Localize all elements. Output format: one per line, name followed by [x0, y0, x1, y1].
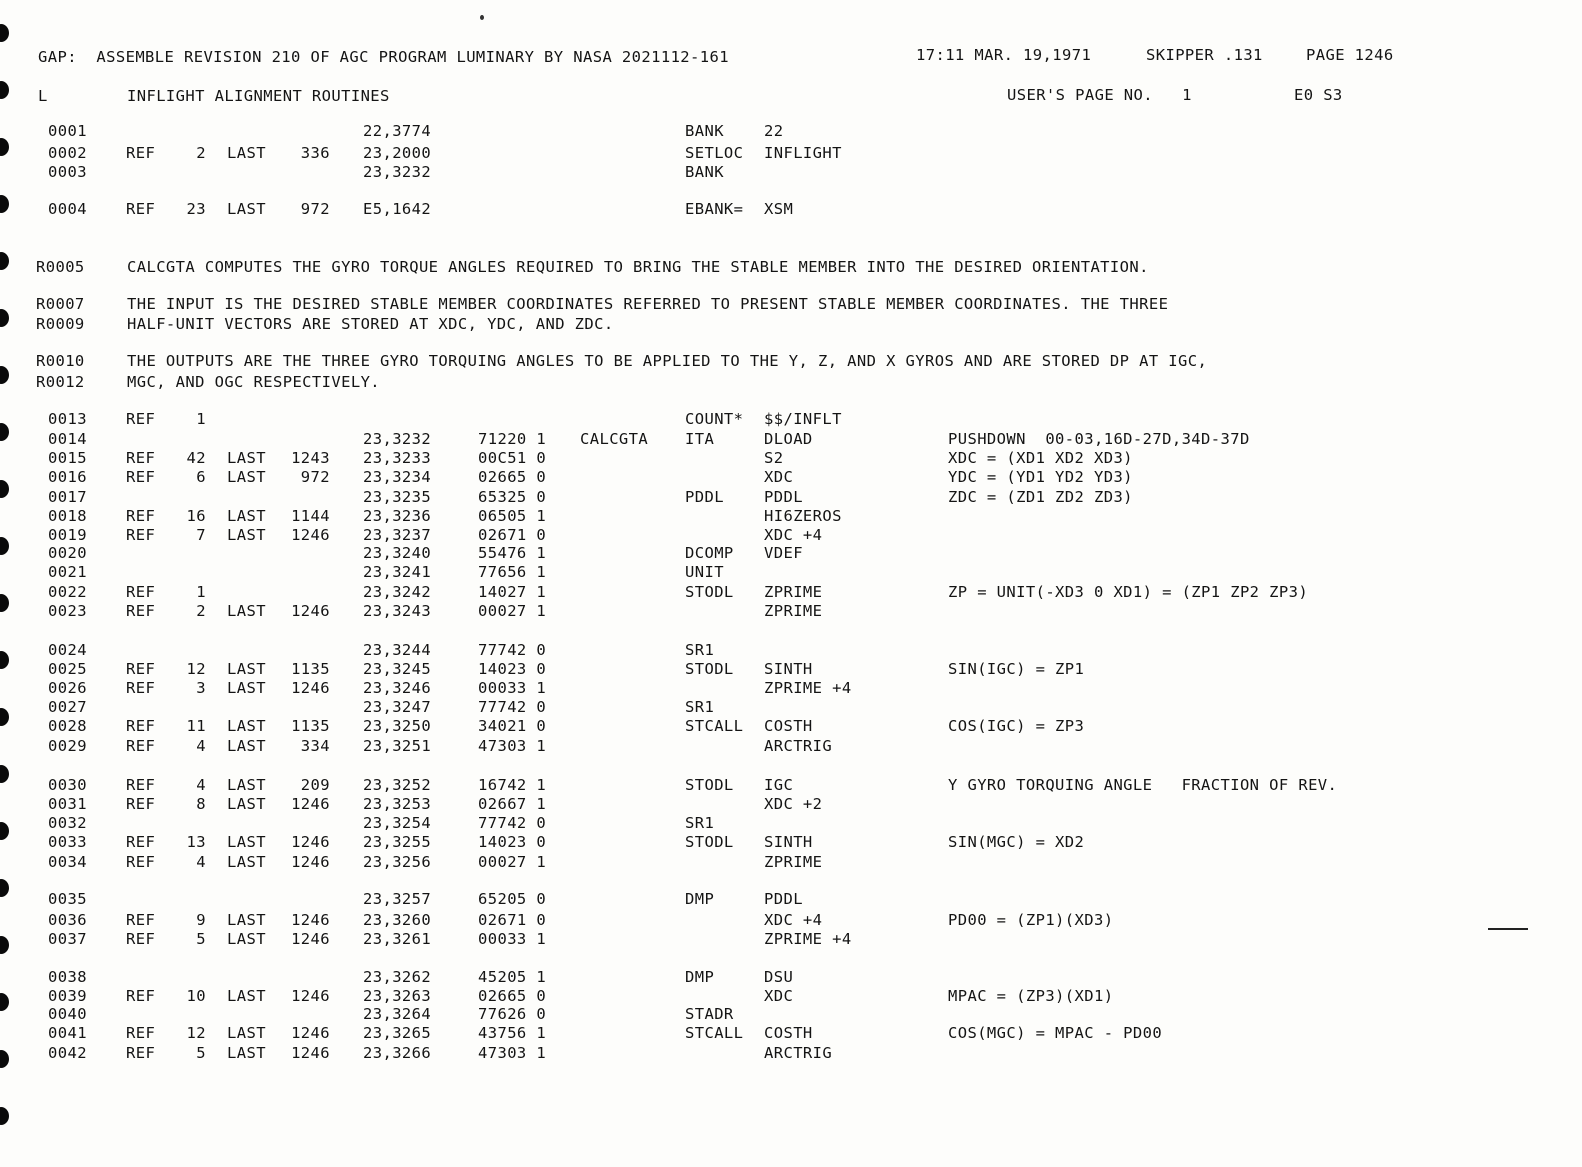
octal-word: 00027 1	[478, 602, 547, 620]
octal-word: 65325 0	[478, 488, 547, 506]
line-number: 0017	[48, 488, 87, 506]
last-page: 1246	[291, 679, 330, 697]
comment: SIN(MGC) = XD2	[948, 833, 1085, 851]
last-keyword: LAST	[227, 526, 266, 544]
operand: PDDL	[764, 890, 803, 908]
ref-count: 12	[186, 1024, 206, 1042]
comment: XDC = (XD1 XD2 XD3)	[948, 449, 1133, 467]
line-number: 0015	[48, 449, 87, 467]
punch-hole	[0, 480, 9, 498]
line-number: 0034	[48, 853, 87, 871]
opcode: SR1	[685, 698, 715, 716]
line-number: 0026	[48, 679, 87, 697]
last-page: 1135	[291, 660, 330, 678]
line-number: 0039	[48, 987, 87, 1005]
address: 23,3245	[363, 660, 432, 678]
opcode: STCALL	[685, 717, 744, 735]
address: 23,3237	[363, 526, 432, 544]
ref-count: 4	[196, 737, 206, 755]
punch-hole	[0, 366, 9, 384]
address: 23,3266	[363, 1044, 432, 1062]
address: 23,3232	[363, 430, 432, 448]
octal-word: 00027 1	[478, 853, 547, 871]
line-number: 0002	[48, 144, 87, 162]
octal-word: 77656 1	[478, 563, 547, 581]
ref-keyword: REF	[126, 717, 156, 735]
opcode: BANK	[685, 163, 724, 181]
remark-number: R0010	[36, 352, 85, 370]
operand: XDC +4	[764, 526, 823, 544]
last-keyword: LAST	[227, 660, 266, 678]
operand: XDC +2	[764, 795, 823, 813]
last-keyword: LAST	[227, 987, 266, 1005]
last-page: 1246	[291, 795, 330, 813]
ref-keyword: REF	[126, 833, 156, 851]
comment: PUSHDOWN 00-03,16D-27D,34D-37D	[948, 430, 1250, 448]
address: 23,3235	[363, 488, 432, 506]
skipper-label: SKIPPER .131	[1146, 46, 1263, 64]
last-page: 972	[300, 200, 330, 218]
ref-count: 2	[196, 144, 206, 162]
line-number: 0038	[48, 968, 87, 986]
last-page: 1144	[291, 507, 330, 525]
operand: VDEF	[764, 544, 803, 562]
comment: YDC = (YD1 YD2 YD3)	[948, 468, 1133, 486]
users-page-number: USER'S PAGE NO. 1	[1007, 86, 1192, 104]
octal-word: 16742 1	[478, 776, 547, 794]
remark-number: R0012	[36, 373, 85, 391]
line-number: 0023	[48, 602, 87, 620]
ref-count: 4	[196, 853, 206, 871]
line-number: 0003	[48, 163, 87, 181]
operand: ZPRIME	[764, 583, 823, 601]
punch-hole	[0, 423, 9, 441]
line-number: 0031	[48, 795, 87, 813]
line-number: 0037	[48, 930, 87, 948]
address: 23,3232	[363, 163, 432, 181]
punch-hole	[0, 1107, 9, 1125]
comment: Y GYRO TORQUING ANGLE FRACTION OF REV.	[948, 776, 1338, 794]
operand: DSU	[764, 968, 794, 986]
ref-count: 3	[196, 679, 206, 697]
punch-hole	[0, 594, 9, 612]
operand: COSTH	[764, 717, 813, 735]
ref-count: 6	[196, 468, 206, 486]
comment: SIN(IGC) = ZP1	[948, 660, 1085, 678]
last-keyword: LAST	[227, 602, 266, 620]
line-number: 0029	[48, 737, 87, 755]
page-number: PAGE 1246	[1306, 46, 1394, 64]
address: 23,3265	[363, 1024, 432, 1042]
remark-text: THE OUTPUTS ARE THE THREE GYRO TORQUING ANGLES TO BE APPLIED TO THE Y, Z, AND X GYROS AND ARE STORED DP AT IGC,	[127, 352, 1208, 370]
opcode: STODL	[685, 833, 734, 851]
line-number: 0018	[48, 507, 87, 525]
last-page: 1246	[291, 853, 330, 871]
last-page: 1246	[291, 602, 330, 620]
line-number: 0025	[48, 660, 87, 678]
ref-keyword: REF	[126, 526, 156, 544]
last-keyword: LAST	[227, 853, 266, 871]
ref-count: 5	[196, 930, 206, 948]
octal-word: 14027 1	[478, 583, 547, 601]
operand: XSM	[764, 200, 794, 218]
last-keyword: LAST	[227, 776, 266, 794]
octal-word: 02667 1	[478, 795, 547, 813]
operand: ZPRIME +4	[764, 930, 852, 948]
last-keyword: LAST	[227, 717, 266, 735]
octal-word: 43756 1	[478, 1024, 547, 1042]
octal-word: 47303 1	[478, 1044, 547, 1062]
address: 23,3240	[363, 544, 432, 562]
octal-word: 02671 0	[478, 911, 547, 929]
last-page: 1246	[291, 833, 330, 851]
line-number: 0019	[48, 526, 87, 544]
line-number: 0036	[48, 911, 87, 929]
octal-word: 77742 0	[478, 814, 547, 832]
remark-text: HALF-UNIT VECTORS ARE STORED AT XDC, YDC, AND ZDC.	[127, 315, 614, 333]
line-number: 0040	[48, 1005, 87, 1023]
opcode: STODL	[685, 776, 734, 794]
address: 23,3241	[363, 563, 432, 581]
punch-hole	[0, 252, 9, 270]
ref-count: 1	[196, 410, 206, 428]
line-number: 0013	[48, 410, 87, 428]
opcode: SR1	[685, 641, 715, 659]
operand: DLOAD	[764, 430, 813, 448]
address: 23,3252	[363, 776, 432, 794]
ref-keyword: REF	[126, 507, 156, 525]
operand: ZPRIME	[764, 602, 823, 620]
last-keyword: LAST	[227, 507, 266, 525]
remark-text: THE INPUT IS THE DESIRED STABLE MEMBER COORDINATES REFERRED TO PRESENT STABLE MEMBER COORDINATES. THE THREE	[127, 295, 1169, 313]
ref-keyword: REF	[126, 853, 156, 871]
last-page: 1135	[291, 717, 330, 735]
remark-text: CALCGTA COMPUTES THE GYRO TORQUE ANGLES REQUIRED TO BRING THE STABLE MEMBER INTO THE DESIRED ORIENTATION.	[127, 258, 1149, 276]
ref-keyword: REF	[126, 987, 156, 1005]
operand: ARCTRIG	[764, 737, 833, 755]
ref-keyword: REF	[126, 449, 156, 467]
punch-hole	[0, 879, 9, 897]
symbol-label: CALCGTA	[580, 430, 649, 448]
octal-word: 47303 1	[478, 737, 547, 755]
line-number: 0021	[48, 563, 87, 581]
section-code: L	[38, 87, 48, 105]
address: 23,3236	[363, 507, 432, 525]
line-number: 0014	[48, 430, 87, 448]
octal-word: 00033 1	[478, 930, 547, 948]
line-number: 0020	[48, 544, 87, 562]
remark-number: R0005	[36, 258, 85, 276]
print-timestamp: 17:11 MAR. 19,1971	[916, 46, 1092, 64]
ref-count: 8	[196, 795, 206, 813]
comment: ZDC = (ZD1 ZD2 ZD3)	[948, 488, 1133, 506]
operand: IGC	[764, 776, 794, 794]
punch-hole	[0, 651, 9, 669]
address: 23,3251	[363, 737, 432, 755]
last-page: 334	[300, 737, 330, 755]
octal-word: 71220 1	[478, 430, 547, 448]
ref-keyword: REF	[126, 660, 156, 678]
line-number: 0042	[48, 1044, 87, 1062]
opcode: STCALL	[685, 1024, 744, 1042]
line-number: 0016	[48, 468, 87, 486]
ref-count: 5	[196, 1044, 206, 1062]
line-number: 0030	[48, 776, 87, 794]
ref-count: 13	[186, 833, 206, 851]
ref-keyword: REF	[126, 776, 156, 794]
ref-count: 4	[196, 776, 206, 794]
opcode: PDDL	[685, 488, 724, 506]
octal-word: 00033 1	[478, 679, 547, 697]
last-page: 209	[300, 776, 330, 794]
assembly-title: GAP: ASSEMBLE REVISION 210 OF AGC PROGRAM LUMINARY BY NASA 2021112-161	[38, 48, 729, 66]
comment: COS(IGC) = ZP3	[948, 717, 1085, 735]
ref-count: 16	[186, 507, 206, 525]
ref-keyword: REF	[126, 737, 156, 755]
opcode: SR1	[685, 814, 715, 832]
octal-word: 77742 0	[478, 641, 547, 659]
last-page: 1246	[291, 1044, 330, 1062]
line-number: 0024	[48, 641, 87, 659]
operand: XDC +4	[764, 911, 823, 929]
last-keyword: LAST	[227, 200, 266, 218]
octal-word: 34021 0	[478, 717, 547, 735]
octal-word: 14023 0	[478, 660, 547, 678]
ref-count: 23	[186, 200, 206, 218]
address: 23,2000	[363, 144, 432, 162]
address: 23,3261	[363, 930, 432, 948]
ref-keyword: REF	[126, 602, 156, 620]
ref-keyword: REF	[126, 1044, 156, 1062]
ref-keyword: REF	[126, 911, 156, 929]
margin-mark	[1488, 928, 1528, 930]
ref-keyword: REF	[126, 144, 156, 162]
operand: ZPRIME	[764, 853, 823, 871]
line-number: 0035	[48, 890, 87, 908]
punch-hole	[0, 24, 9, 42]
last-keyword: LAST	[227, 1044, 266, 1062]
comment: ZP = UNIT(-XD3 0 XD1) = (ZP1 ZP2 ZP3)	[948, 583, 1309, 601]
address: 23,3247	[363, 698, 432, 716]
line-number: 0041	[48, 1024, 87, 1042]
address: 23,3246	[363, 679, 432, 697]
ref-count: 1	[196, 583, 206, 601]
operand: INFLIGHT	[764, 144, 842, 162]
comment: PD00 = (ZP1)(XD3)	[948, 911, 1114, 929]
operand: ARCTRIG	[764, 1044, 833, 1062]
line-number: 0001	[48, 122, 87, 140]
opcode: UNIT	[685, 563, 724, 581]
address: 23,3242	[363, 583, 432, 601]
opcode: ITA	[685, 430, 715, 448]
ref-count: 9	[196, 911, 206, 929]
punch-hole	[0, 936, 9, 954]
punch-hole	[0, 309, 9, 327]
line-number: 0004	[48, 200, 87, 218]
last-keyword: LAST	[227, 449, 266, 467]
last-page: 972	[300, 468, 330, 486]
remark-number: R0007	[36, 295, 85, 313]
octal-word: 02665 0	[478, 468, 547, 486]
comment: COS(MGC) = MPAC - PD00	[948, 1024, 1163, 1042]
ink-speck	[480, 15, 484, 20]
opcode: STADR	[685, 1005, 734, 1023]
address: 22,3774	[363, 122, 432, 140]
ref-keyword: REF	[126, 468, 156, 486]
last-page: 1243	[291, 449, 330, 467]
operand: 22	[764, 122, 784, 140]
punch-hole	[0, 708, 9, 726]
last-keyword: LAST	[227, 144, 266, 162]
operand: ZPRIME +4	[764, 679, 852, 697]
opcode: EBANK=	[685, 200, 744, 218]
ref-keyword: REF	[126, 410, 156, 428]
line-number: 0033	[48, 833, 87, 851]
octal-word: 77742 0	[478, 698, 547, 716]
ref-count: 2	[196, 602, 206, 620]
ref-count: 7	[196, 526, 206, 544]
comment: MPAC = (ZP3)(XD1)	[948, 987, 1114, 1005]
octal-word: 77626 0	[478, 1005, 547, 1023]
punch-hole	[0, 993, 9, 1011]
operand: COSTH	[764, 1024, 813, 1042]
punch-hole	[0, 195, 9, 213]
opcode: BANK	[685, 122, 724, 140]
octal-word: 55476 1	[478, 544, 547, 562]
line-number: 0028	[48, 717, 87, 735]
punch-hole	[0, 1050, 9, 1068]
ref-keyword: REF	[126, 200, 156, 218]
operand: S2	[764, 449, 784, 467]
ref-count: 12	[186, 660, 206, 678]
last-page: 1246	[291, 930, 330, 948]
ref-keyword: REF	[126, 795, 156, 813]
operand: HI6ZEROS	[764, 507, 842, 525]
punch-hole	[0, 138, 9, 156]
octal-word: 06505 1	[478, 507, 547, 525]
opcode: STODL	[685, 660, 734, 678]
address: 23,3254	[363, 814, 432, 832]
address: 23,3262	[363, 968, 432, 986]
sheet-code: E0 S3	[1294, 86, 1343, 104]
operand: PDDL	[764, 488, 803, 506]
opcode: DCOMP	[685, 544, 734, 562]
operand: XDC	[764, 987, 794, 1005]
last-keyword: LAST	[227, 930, 266, 948]
line-number: 0027	[48, 698, 87, 716]
ref-count: 10	[186, 987, 206, 1005]
punch-hole	[0, 765, 9, 783]
last-page: 336	[300, 144, 330, 162]
octal-word: 02665 0	[478, 987, 547, 1005]
address: 23,3260	[363, 911, 432, 929]
octal-word: 65205 0	[478, 890, 547, 908]
operand: $$/INFLT	[764, 410, 842, 428]
last-keyword: LAST	[227, 911, 266, 929]
last-page: 1246	[291, 526, 330, 544]
opcode: DMP	[685, 890, 715, 908]
section-title: INFLIGHT ALIGNMENT ROUTINES	[127, 87, 390, 105]
operand: SINTH	[764, 660, 813, 678]
last-keyword: LAST	[227, 795, 266, 813]
address: 23,3264	[363, 1005, 432, 1023]
address: 23,3255	[363, 833, 432, 851]
line-number: 0022	[48, 583, 87, 601]
address: 23,3263	[363, 987, 432, 1005]
operand: SINTH	[764, 833, 813, 851]
octal-word: 02671 0	[478, 526, 547, 544]
address: 23,3250	[363, 717, 432, 735]
last-keyword: LAST	[227, 468, 266, 486]
last-page: 1246	[291, 911, 330, 929]
last-page: 1246	[291, 987, 330, 1005]
address: 23,3244	[363, 641, 432, 659]
opcode: COUNT*	[685, 410, 744, 428]
address: 23,3233	[363, 449, 432, 467]
octal-word: 45205 1	[478, 968, 547, 986]
punch-hole	[0, 537, 9, 555]
address: E5,1642	[363, 200, 432, 218]
address: 23,3256	[363, 853, 432, 871]
address: 23,3253	[363, 795, 432, 813]
ref-keyword: REF	[126, 930, 156, 948]
last-keyword: LAST	[227, 679, 266, 697]
last-keyword: LAST	[227, 833, 266, 851]
ref-count: 11	[186, 717, 206, 735]
address: 23,3243	[363, 602, 432, 620]
line-number: 0032	[48, 814, 87, 832]
last-keyword: LAST	[227, 1024, 266, 1042]
ref-keyword: REF	[126, 583, 156, 601]
ref-count: 42	[186, 449, 206, 467]
operand: XDC	[764, 468, 794, 486]
opcode: SETLOC	[685, 144, 744, 162]
address: 23,3234	[363, 468, 432, 486]
punch-hole	[0, 81, 9, 99]
ref-keyword: REF	[126, 679, 156, 697]
opcode: DMP	[685, 968, 715, 986]
address: 23,3257	[363, 890, 432, 908]
opcode: STODL	[685, 583, 734, 601]
remark-text: MGC, AND OGC RESPECTIVELY.	[127, 373, 381, 391]
last-keyword: LAST	[227, 737, 266, 755]
last-page: 1246	[291, 1024, 330, 1042]
remark-number: R0009	[36, 315, 85, 333]
octal-word: 14023 0	[478, 833, 547, 851]
ref-keyword: REF	[126, 1024, 156, 1042]
octal-word: 00C51 0	[478, 449, 547, 467]
punch-hole	[0, 822, 9, 840]
